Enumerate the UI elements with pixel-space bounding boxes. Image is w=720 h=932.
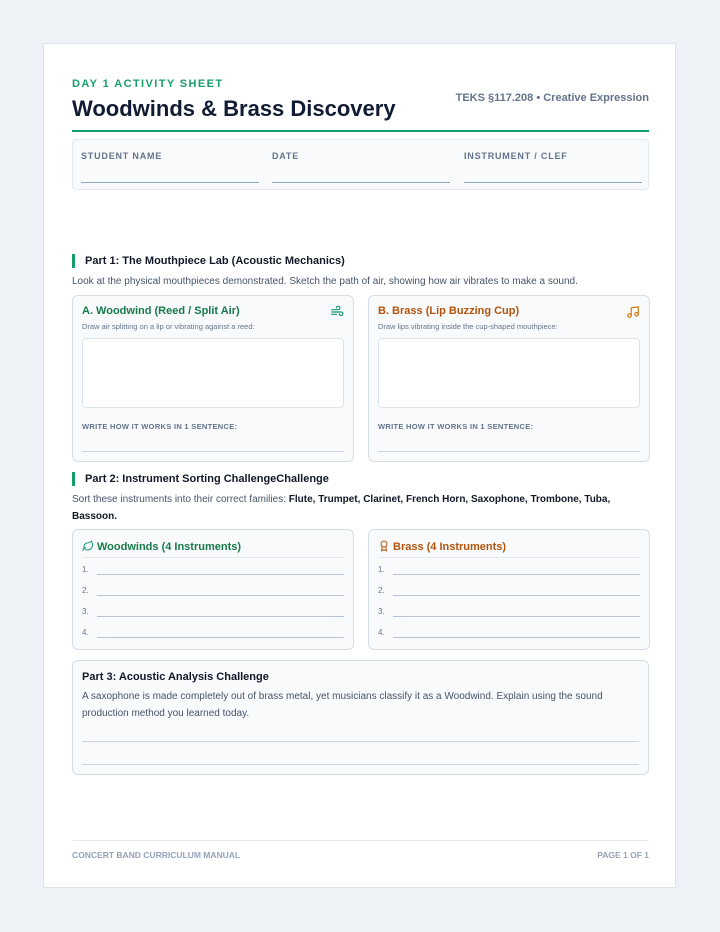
part3-prompt: A saxophone is made completely out of brass metal, yet musicians classify it as a Woodwind. Explain using the sound production method you learned today. (82, 691, 603, 719)
award-icon (378, 540, 390, 552)
header-divider (72, 130, 649, 132)
date-label: DATE (272, 151, 300, 161)
part2-description-prefix: Sort these instruments into their correct families: (72, 494, 289, 505)
slot-number: 1. (82, 565, 89, 574)
woodwind-slot-3[interactable] (82, 607, 344, 619)
instrument-clef-label: INSTRUMENT / CLEF (464, 151, 568, 161)
woodwind-sketch-area[interactable] (82, 338, 344, 408)
brass-slot-4[interactable] (378, 628, 640, 640)
slot-number: 4. (82, 628, 89, 637)
answer-line[interactable] (97, 574, 344, 575)
leaf-icon (82, 540, 94, 552)
woodwind-slot-2[interactable] (82, 586, 344, 598)
woodwind-card-title: A. Woodwind (Reed / Split Air) (82, 305, 240, 317)
brass-slot-3[interactable] (378, 607, 640, 619)
part3-heading: Part 3: Acoustic Analysis Challenge (82, 671, 269, 683)
brass-card-instructions: Draw lips vibrating inside the cup-shaped mouthpiece: (378, 322, 558, 331)
brass-answer-line[interactable] (378, 451, 640, 452)
woodwind-answer-line[interactable] (82, 451, 344, 452)
slot-number: 4. (378, 628, 385, 637)
part1-heading: Part 1: The Mouthpiece Lab (Acoustic Mechanics) (72, 254, 345, 268)
part2-description (72, 491, 649, 525)
date-field[interactable] (272, 140, 450, 191)
woodwinds-sort-title (82, 540, 241, 553)
instrument-clef-field[interactable] (464, 140, 642, 191)
footer-divider (72, 840, 649, 841)
analysis-answer-line-1[interactable] (82, 741, 639, 742)
date-line[interactable] (272, 182, 450, 183)
woodwind-slot-1[interactable] (82, 565, 344, 577)
woodwind-write-label: WRITE HOW IT WORKS IN 1 SENTENCE: (82, 422, 238, 431)
part1-description: Look at the physical mouthpieces demonstrated. Sketch the path of air, showing how air vibrates to make a sound. (72, 276, 578, 287)
page-title: Woodwinds & Brass Discovery (72, 96, 396, 121)
student-name-field[interactable] (81, 140, 259, 191)
answer-line[interactable] (97, 595, 344, 596)
answer-line[interactable] (393, 637, 640, 638)
woodwinds-sort-card (72, 529, 354, 650)
slot-number: 2. (378, 586, 385, 595)
instrument-list: Flute, Trumpet, Clarinet, French Horn, Saxophone, Trombone, Tuba, Bassoon. (72, 494, 611, 522)
instrument-clef-line[interactable] (464, 182, 642, 183)
brass-write-label: WRITE HOW IT WORKS IN 1 SENTENCE: (378, 422, 534, 431)
slot-number: 1. (378, 565, 385, 574)
answer-line[interactable] (393, 595, 640, 596)
answer-line[interactable] (393, 574, 640, 575)
brass-slot-2[interactable] (378, 586, 640, 598)
music-note-icon (626, 305, 640, 319)
brass-slot-1[interactable] (378, 565, 640, 577)
woodwind-mouthpiece-card (72, 295, 354, 462)
brass-sort-divider (378, 557, 640, 558)
page-number: PAGE 1 OF 1 (597, 850, 649, 860)
answer-line[interactable] (393, 616, 640, 617)
slot-number: 3. (82, 607, 89, 616)
footer-manual-name: CONCERT BAND CURRICULUM MANUAL (72, 850, 241, 860)
analysis-answer-line-2[interactable] (82, 764, 639, 765)
brass-sort-title (378, 540, 506, 553)
acoustic-analysis-card (72, 660, 649, 775)
part2-heading: Part 2: Instrument Sorting ChallengeChallenge (72, 472, 329, 486)
woodwind-card-instructions: Draw air splitting on a lip or vibrating against a reed: (82, 322, 255, 331)
activity-sheet-page (43, 43, 676, 888)
student-name-line[interactable] (81, 182, 259, 183)
answer-line[interactable] (97, 637, 344, 638)
teks-standard: TEKS §117.208 • Creative Expression (455, 92, 649, 104)
brass-mouthpiece-card (368, 295, 650, 462)
brass-sort-label: Brass (4 Instruments) (393, 541, 507, 553)
woodwind-slot-4[interactable] (82, 628, 344, 640)
answer-line[interactable] (97, 616, 344, 617)
student-info-box (72, 139, 649, 190)
wind-icon (330, 305, 344, 319)
sheet-eyebrow: DAY 1 ACTIVITY SHEET (72, 78, 224, 90)
woodwinds-sort-divider (82, 557, 344, 558)
brass-card-title: B. Brass (Lip Buzzing Cup) (378, 305, 520, 317)
brass-sort-card (368, 529, 650, 650)
student-name-label: STUDENT NAME (81, 151, 163, 161)
slot-number: 2. (82, 586, 89, 595)
brass-sketch-area[interactable] (378, 338, 640, 408)
slot-number: 3. (378, 607, 385, 616)
woodwinds-sort-label: Woodwinds (4 Instruments) (97, 541, 242, 553)
